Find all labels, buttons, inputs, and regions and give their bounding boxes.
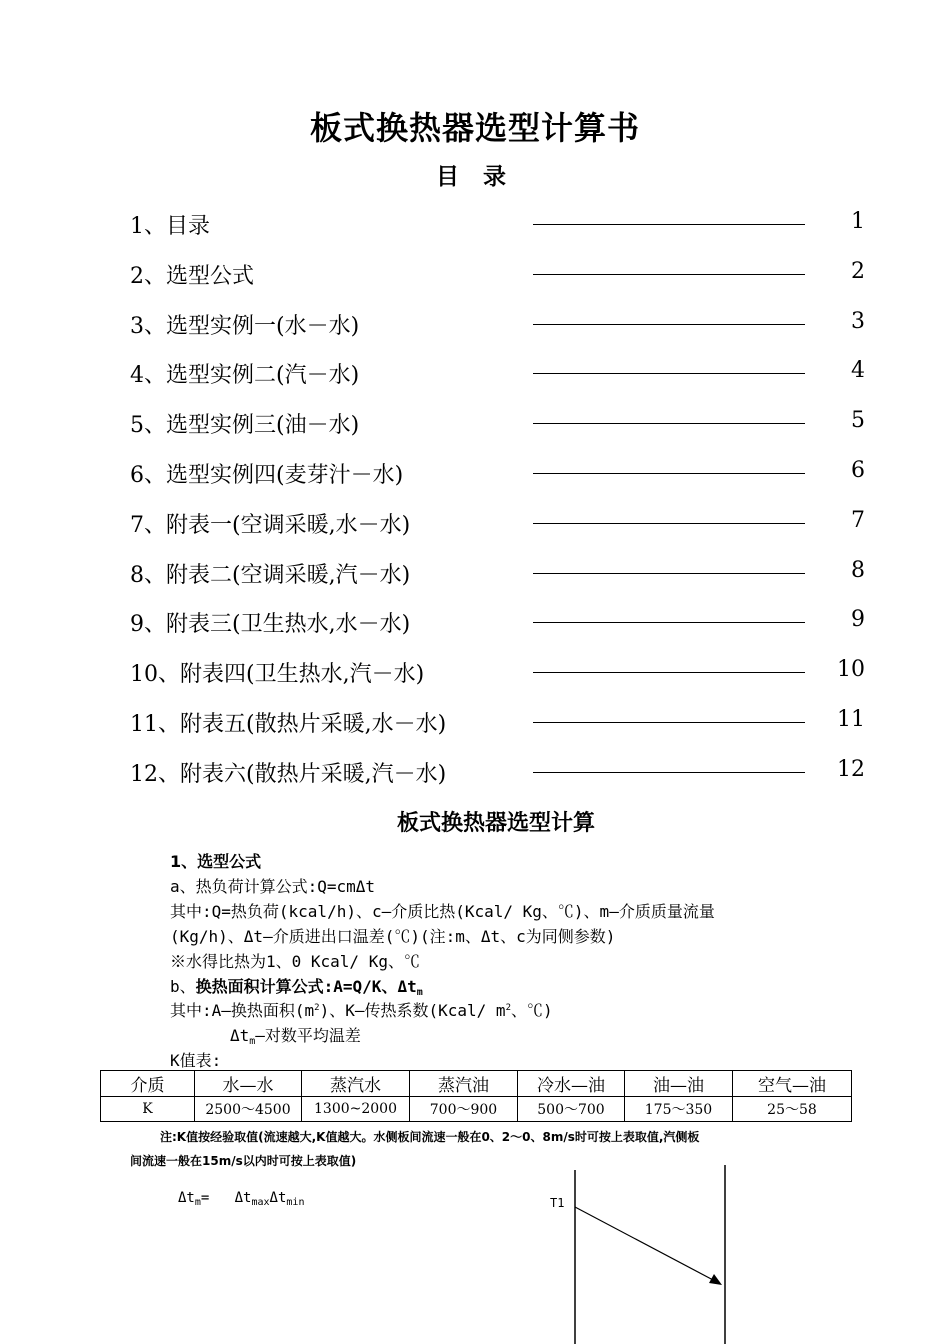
table-cell: 700～900 bbox=[410, 1097, 518, 1122]
toc-item-label: 12、附表六(散热片采暖,汽－水) bbox=[130, 762, 447, 787]
diagram-label-t1: T1 bbox=[550, 1196, 565, 1210]
subscript: min bbox=[286, 1197, 305, 1208]
toc-item-page: 3 bbox=[851, 309, 865, 334]
toc-item-page: 2 bbox=[851, 259, 865, 284]
formula-lhs: Δt bbox=[178, 1190, 195, 1206]
toc-leader-line bbox=[533, 772, 805, 773]
temperature-line bbox=[575, 1207, 715, 1281]
subscript: m bbox=[249, 1036, 256, 1047]
toc-item-label: 10、附表四(卫生热水,汽－水) bbox=[130, 662, 425, 687]
area-desc-part: 其中:A—换热面积(m bbox=[170, 1001, 315, 1020]
toc-item-page: 5 bbox=[851, 408, 865, 433]
toc-item-label: 11、附表五(散热片采暖,水－水) bbox=[130, 712, 447, 737]
toc-item-label: 7、附表一(空调采暖,水－水) bbox=[130, 513, 411, 538]
toc-item[interactable] bbox=[130, 259, 865, 293]
toc-leader-line bbox=[533, 423, 805, 424]
k-table-label: K值表: bbox=[170, 1051, 222, 1070]
table-cell: 1300~2000 bbox=[302, 1097, 410, 1122]
arrow-head-icon bbox=[709, 1274, 722, 1285]
formula-area-sub: m bbox=[416, 987, 423, 998]
toc-item[interactable] bbox=[130, 707, 865, 741]
heat-load-description: 其中:Q=热负荷(kcal/h)、c—介质比热(Kcal/ Kg、℃)、m—介质质量流量 bbox=[170, 902, 715, 921]
table-cell: 2500～4500 bbox=[195, 1097, 302, 1122]
toc-item-page: 6 bbox=[851, 458, 865, 483]
toc-item[interactable] bbox=[130, 757, 865, 791]
formula-heat-load: a、热负荷计算公式:Q=cmΔt bbox=[170, 877, 376, 896]
table-header-cell: 水—水 bbox=[195, 1071, 302, 1097]
toc-item-label: 3、选型实例一(水－水) bbox=[130, 314, 360, 339]
toc-item-label: 9、附表三(卫生热水,水－水) bbox=[130, 612, 411, 637]
area-desc-part: 、℃) bbox=[510, 1001, 553, 1020]
toc-leader-line bbox=[533, 523, 805, 524]
subscript: m bbox=[194, 1197, 201, 1208]
toc-item-page: 4 bbox=[851, 358, 865, 383]
k-table-note: 注:K值按经验取值(流速越大,K值越大。水侧板间流速一般在0、2～0、8m/s时可按上表取值,汽侧板 bbox=[160, 1130, 700, 1144]
toc-leader-line bbox=[533, 672, 805, 673]
lmtd-formula bbox=[178, 1190, 304, 1208]
toc-item-page: 9 bbox=[851, 607, 865, 632]
temperature-diagram bbox=[560, 1165, 740, 1344]
table-header-cell: 介质 bbox=[101, 1071, 195, 1097]
toc-leader-line bbox=[533, 622, 805, 623]
toc-item-label: 4、选型实例二(汽－水) bbox=[130, 363, 360, 388]
toc-item-label: 8、附表二(空调采暖,汽－水) bbox=[130, 563, 411, 588]
table-cell: 25～58 bbox=[733, 1097, 852, 1122]
table-cell: K bbox=[101, 1097, 195, 1122]
toc-item[interactable] bbox=[130, 209, 865, 243]
formula-equals: = bbox=[200, 1190, 210, 1206]
toc-item[interactable] bbox=[130, 408, 865, 442]
lmtd-text: —对数平均温差 bbox=[255, 1026, 361, 1045]
toc-item-page: 10 bbox=[837, 657, 865, 682]
toc-leader-line bbox=[533, 373, 805, 374]
table-header-cell: 冷水—油 bbox=[518, 1071, 625, 1097]
table-cell: 175～350 bbox=[625, 1097, 733, 1122]
toc-item-page: 7 bbox=[851, 508, 865, 533]
toc-leader-line bbox=[533, 224, 805, 225]
toc-leader-line bbox=[533, 473, 805, 474]
document-title: 板式换热器选型计算书 bbox=[309, 109, 640, 147]
lmtd-description bbox=[230, 1023, 361, 1047]
formula-area-prefix: b、 bbox=[170, 977, 196, 996]
superscript: 2 bbox=[505, 1003, 511, 1013]
toc-leader-line bbox=[533, 274, 805, 275]
toc-item-label: 6、选型实例四(麦芽汁－水) bbox=[130, 463, 404, 488]
toc-leader-line bbox=[533, 324, 805, 325]
area-description bbox=[170, 998, 553, 1021]
formula-term: Δt bbox=[269, 1190, 287, 1206]
toc-item[interactable] bbox=[130, 558, 865, 592]
table-header-row bbox=[101, 1071, 852, 1097]
toc-item-page: 1 bbox=[851, 209, 865, 234]
table-cell: 500～700 bbox=[518, 1097, 625, 1122]
toc-item[interactable] bbox=[130, 508, 865, 542]
table-header-cell: 蒸汽油 bbox=[410, 1071, 518, 1097]
toc-item[interactable] bbox=[130, 657, 865, 691]
toc-item-label: 1、目录 bbox=[130, 214, 210, 239]
superscript: 2 bbox=[314, 1003, 320, 1013]
toc-leader-line bbox=[533, 722, 805, 723]
toc-item[interactable] bbox=[130, 458, 865, 492]
toc-item[interactable] bbox=[130, 358, 865, 392]
toc-heading: 目 录 bbox=[435, 163, 514, 190]
formula-area bbox=[170, 974, 423, 998]
table-header-cell: 蒸汽水 bbox=[302, 1071, 410, 1097]
water-specific-heat-note: ※水得比热为1、0 Kcal/ Kg、℃ bbox=[170, 952, 420, 971]
subsection-heading: 1、选型公式 bbox=[170, 852, 262, 871]
toc-item[interactable] bbox=[130, 309, 865, 343]
area-desc-part: )、K—传热系数(Kcal/ m bbox=[319, 1001, 506, 1020]
heat-load-description-cont: (Kg/h)、Δt—介质进出口温差(℃)(注:m、Δt、c为同侧参数) bbox=[170, 927, 616, 946]
toc-item[interactable] bbox=[130, 607, 865, 641]
toc-leader-line bbox=[533, 573, 805, 574]
section-title: 板式换热器选型计算 bbox=[396, 810, 595, 836]
toc-item-label: 2、选型公式 bbox=[130, 264, 254, 289]
formula-area-text: 换热面积计算公式:A=Q/K、Δt bbox=[195, 977, 417, 996]
toc-item-page: 12 bbox=[837, 757, 865, 782]
k-table-note-cont: 间流速一般在15m/s以内时可按上表取值) bbox=[130, 1154, 357, 1168]
lmtd-symbol: Δt bbox=[230, 1026, 250, 1045]
k-value-table bbox=[100, 1070, 852, 1122]
table-header-cell: 油—油 bbox=[625, 1071, 733, 1097]
subscript: max bbox=[251, 1197, 270, 1208]
toc-item-page: 8 bbox=[851, 558, 865, 583]
table-header-cell: 空气—油 bbox=[733, 1071, 852, 1097]
toc-item-page: 11 bbox=[837, 707, 865, 732]
formula-term: Δt bbox=[234, 1190, 252, 1206]
table-row bbox=[101, 1097, 852, 1122]
toc-item-label: 5、选型实例三(油－水) bbox=[130, 413, 360, 438]
